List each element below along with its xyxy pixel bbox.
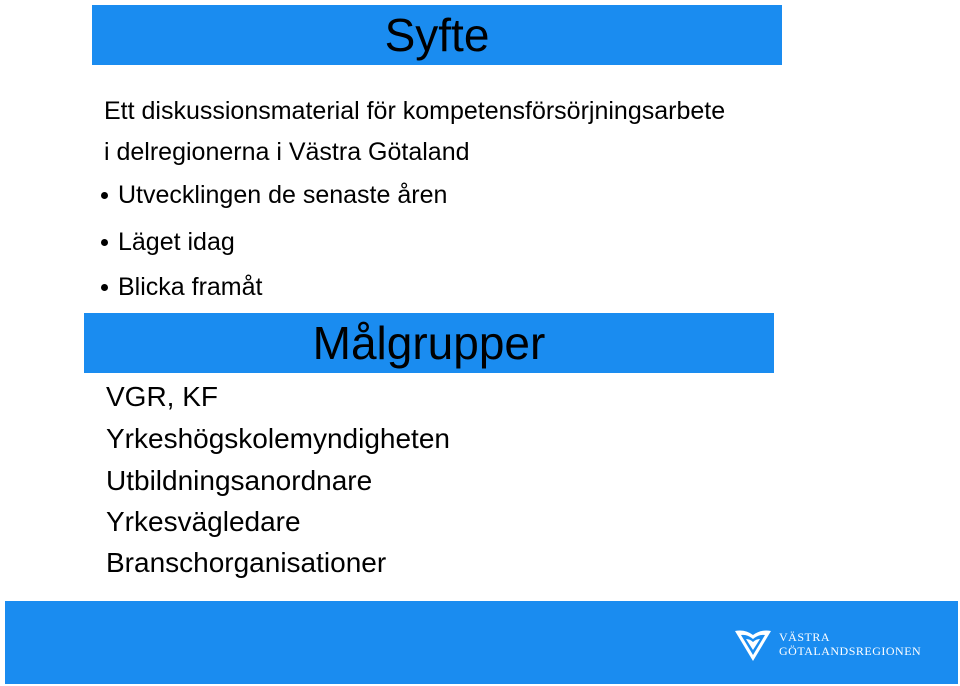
intro-text-line-2: i delregionerna i Västra Götaland bbox=[104, 138, 470, 166]
logo-text bbox=[779, 631, 921, 659]
bullet-icon bbox=[101, 284, 108, 291]
logo-line-2: GÖTALANDSREGIONEN bbox=[779, 644, 922, 658]
target-group-item: Yrkeshögskolemyndigheten bbox=[106, 423, 450, 454]
bullet-item bbox=[101, 230, 235, 255]
bullet-label: Utvecklingen de senaste åren bbox=[118, 181, 448, 209]
logo-line-1: VÄSTRA bbox=[779, 630, 831, 645]
malgrupper-title: Målgrupper bbox=[312, 317, 546, 369]
target-group-item: Branschorganisationer bbox=[106, 547, 387, 578]
vgr-logo-icon bbox=[733, 627, 773, 663]
organization-logo bbox=[733, 627, 921, 663]
intro-text-line-1: Ett diskussionsmaterial för kompetensförsörjningsarbete bbox=[104, 97, 726, 125]
bullet-icon bbox=[101, 239, 108, 246]
syfte-title: Syfte bbox=[384, 9, 490, 61]
bullet-icon bbox=[101, 192, 108, 199]
target-group-item: Utbildningsanordnare bbox=[106, 465, 373, 496]
target-group-item: VGR, KF bbox=[106, 381, 219, 412]
bullet-label: Blicka framåt bbox=[118, 273, 263, 301]
bullet-item bbox=[101, 183, 447, 208]
target-group-item: Yrkesvägledare bbox=[106, 506, 301, 537]
bullet-label: Läget idag bbox=[118, 228, 235, 256]
bullet-item bbox=[101, 275, 262, 300]
syfte-title-bar bbox=[92, 5, 782, 65]
malgrupper-title-bar bbox=[84, 313, 774, 373]
